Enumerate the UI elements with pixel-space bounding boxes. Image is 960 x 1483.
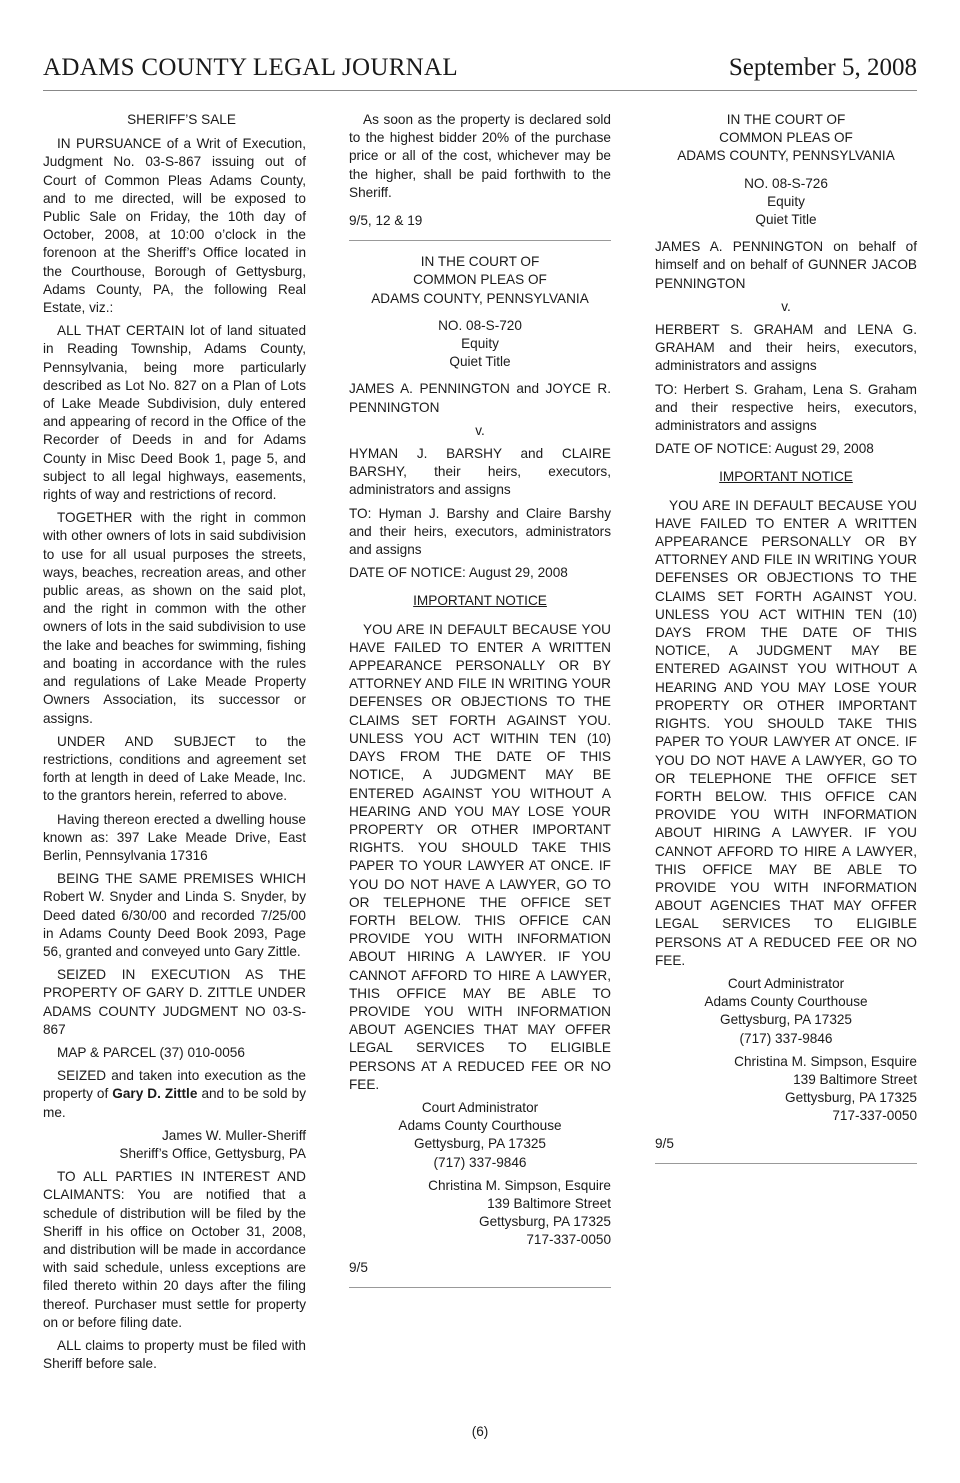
court-line-2: COMMON PLEAS OF (413, 272, 547, 288)
issue-date: September 5, 2008 (728, 54, 917, 81)
divider (349, 1287, 611, 1288)
defendant: HERBERT S. GRAHAM and LENA G. GRAHAM and their heirs, executors, administrators and assigns (655, 322, 917, 374)
deposit-paragraph: As soon as the property is declared sold to the highest bidder 20% of the purchase price or all of the cost, whichever may be the higher, shall be paid forthwith to the Sheriff. (349, 112, 611, 200)
claims-paragraph: ALL claims to property must be filed with Sheriff before sale. (43, 1338, 306, 1372)
journal-header (43, 50, 917, 91)
attorney-street: 139 Baltimore Street (793, 1071, 917, 1087)
being-same-paragraph: BEING THE SAME PREMISES WHICH Robert W. Snyder and Linda S. Snyder, by Deed dated 6/30/00 and recorded 7/25/00 in Adams County Deed Book 2093, Page 56, granted and conveyed unto Gary Zittle. (43, 871, 306, 959)
important-notice-title: IMPORTANT NOTICE (413, 593, 547, 609)
seized-taken-paragraph (43, 1067, 306, 1122)
to-parties: TO: Herbert S. Graham, Lena S. Graham and their respective heirs, executors, administrators and assigns (655, 381, 917, 434)
plaintiff: JAMES A. PENNINGTON and JOYCE R. PENNINGTON (349, 381, 611, 415)
sheriff-signature: James W. Muller-Sheriff (161, 1127, 306, 1143)
end-date: 9/5 (349, 1259, 368, 1275)
attorney-city: Gettysburg, PA 17325 (785, 1090, 917, 1106)
plaintiff: JAMES A. PENNINGTON on behalf of himself and on behalf of GUNNER JACOB PENNINGTON (655, 239, 917, 291)
end-date: 9/5 (655, 1135, 674, 1151)
admin-line-3: Gettysburg, PA 17325 (414, 1136, 546, 1152)
admin-line-1: Court Administrator (727, 975, 845, 991)
case-type-quiet-title: Quiet Title (755, 212, 817, 228)
important-notice-title: IMPORTANT NOTICE (719, 469, 853, 485)
writ-paragraph: IN PURSUANCE of a Writ of Execution, Judgment No. 03-S-867 issuing out of Court of Common Pleas Adams County, and to me directed, will be exposed to Public Sale on Friday, the 10th day of October, 2008, at 10:00 o’clock in the forenoon at the Sheriff’s Office located in the Courthouse, Borough of Gettysburg, Adams County, PA, the following Real Estate, viz.: (43, 136, 306, 316)
dwelling-paragraph: Having thereon erected a dwelling house known as: 397 Lake Meade Drive, East Berlin, Pennsylvania 17316 (43, 811, 306, 863)
seized-execution-paragraph: SEIZED IN EXECUTION AS THE PROPERTY OF GARY D. ZITTLE UNDER ADAMS COUNTY JUDGMENT NO 03-S-867 (43, 967, 306, 1037)
court-line-3: ADAMS COUNTY, PENNSYLVANIA (371, 290, 589, 306)
case-number: NO. 08-S-720 (438, 317, 522, 333)
attorney-name: Christina M. Simpson, Esquire (428, 1177, 611, 1193)
page-number: (6) (471, 1424, 489, 1439)
seized-text-pre: SEIZED and taken into execution as the property of (43, 1068, 306, 1102)
court-line-1: IN THE COURT OF (420, 254, 540, 270)
to-parties: TO: Hyman J. Barshy and Claire Barshy and their heirs, executors, administrators and assigns (349, 505, 611, 558)
important-notice-text: YOU ARE IN DEFAULT BECAUSE YOU HAVE FAILED TO ENTER A WRITTEN APPEARANCE PERSONALLY OR BY ATTORNEY AND FILE IN WRITING YOUR DEFENSES OR OBJECTIONS TO THE CLAIMS SET FORTH AGAINST YOU. UNLESS YOU ACT WITHIN TEN (10) DAYS FROM THE DATE OF THIS NOTICE, A JUDGMENT MAY BE ENTERED AGAINST YOU WITHOUT A HEARING AND YOU MAY LOSE YOUR PROPERTY OR OTHER IMPORTANT RIGHTS. YOU SHOULD TAKE THIS PAPER TO YOUR LAWYER AT ONCE. IF YOU DO NOT HAVE A LAWYER, GO TO OR TELEPHONE THE OFFICE SET FORTH BELOW. THIS OFFICE CAN PROVIDE YOU WITH INFORMATION ABOUT HIRING A LAWYER. IF YOU CANNOT AFFORD TO HIRE A LAWYER, THIS OFFICE MAY BE ABLE TO PROVIDE YOU WITH INFORMATION ABOUT AGENCIES THAT MAY OFFER LEGAL SERVICES TO ELIGIBLE PERSONS AT A REDUCED FEE OR NO FEE. (655, 497, 917, 968)
date-of-notice: DATE OF NOTICE: August 29, 2008 (349, 565, 568, 581)
admin-line-4: (717) 337-9846 (433, 1154, 527, 1170)
versus: v. (781, 298, 791, 314)
attorney-phone: 717-337-0050 (832, 1108, 917, 1124)
publication-dates: 9/5, 12 & 19 (349, 213, 423, 229)
owner-name: Gary D. Zittle (112, 1086, 198, 1102)
case-type-equity: Equity (767, 193, 805, 209)
divider (655, 1163, 917, 1164)
admin-line-1: Court Administrator (421, 1099, 539, 1115)
case-type-equity: Equity (461, 336, 499, 352)
journal-title: ADAMS COUNTY LEGAL JOURNAL (43, 54, 458, 81)
claimants-paragraph: TO ALL PARTIES IN INTEREST AND CLAIMANTS: You are notified that a schedule of distribution will be filed by the Sheriff in his office on October 31, 2008, and distribution will be made in accordance with said schedule, unless exceptions are filed thereto within 20 days after the filing thereof. Purchaser must settle for property on or before filing date. (43, 1169, 306, 1330)
important-notice-text: YOU ARE IN DEFAULT BECAUSE YOU HAVE FAILED TO ENTER A WRITTEN APPEARANCE PERSONALLY OR BY ATTORNEY AND FILE IN WRITING YOUR DEFENSES OR OBJECTIONS TO THE CLAIMS SET FORTH AGAINST YOU. UNLESS YOU ACT WITHIN TEN (10) DAYS FROM THE DATE OF THIS NOTICE, A JUDGMENT MAY BE ENTERED AGAINST YOU WITHOUT A HEARING AND YOU MAY LOSE YOUR PROPERTY OR OTHER IMPORTANT RIGHTS. YOU SHOULD TAKE THIS PAPER TO YOUR LAWYER AT ONCE. IF YOU DO NOT HAVE A LAWYER, GO TO OR TELEPHONE THE OFFICE SET FORTH BELOW. THIS OFFICE CAN PROVIDE YOU WITH INFORMATION ABOUT HIRING A LAWYER. IF YOU CANNOT AFFORD TO HIRE A LAWYER, THIS OFFICE MAY BE ABLE TO PROVIDE YOU WITH INFORMATION ABOUT AGENCIES THAT MAY OFFER LEGAL SERVICES TO ELIGIBLE PERSONS AT A REDUCED FEE OR NO FEE. (349, 621, 611, 1092)
divider (349, 240, 611, 241)
map-parcel-paragraph: MAP & PARCEL (37) 010-0056 (57, 1044, 245, 1060)
court-line-2: COMMON PLEAS OF (719, 130, 853, 146)
admin-line-2: Adams County Courthouse (398, 1118, 562, 1134)
attorney-street: 139 Baltimore Street (487, 1195, 611, 1211)
case-type-quiet-title: Quiet Title (449, 354, 511, 370)
column-sheriffs-sale (43, 111, 306, 1378)
column-notice-08-s-720 (349, 111, 611, 1300)
date-of-notice: DATE OF NOTICE: August 29, 2008 (655, 441, 874, 457)
case-number: NO. 08-S-726 (744, 175, 828, 191)
defendant: HYMAN J. BARSHY and CLAIRE BARSHY, their heirs, executors, administrators and assigns (349, 446, 611, 498)
together-paragraph: TOGETHER with the right in common with other owners of lots in said subdivision to use for all usual purposes the streets, ways, beaches, recreation areas, and other public areas, as shown on the said plot, and the right in common with the other owners of lots in the said subdivision to use the lake and beaches for swimming, fishing and boating in accordance with the rules and regulations of Lake Meade Property Owners Association, its successor or assigns. (43, 510, 306, 726)
attorney-name: Christina M. Simpson, Esquire (734, 1053, 917, 1069)
attorney-city: Gettysburg, PA 17325 (479, 1214, 611, 1230)
attorney-phone: 717-337-0050 (526, 1232, 611, 1248)
lot-description-paragraph: ALL THAT CERTAIN lot of land situated in Reading Township, Adams County, Pennsylvania, being more particularly described as Lot No. 827 on a Plan of Lots of Lake Meade Subdivision, duly entered and appearing of record in the Office of the Recorder of Deeds in and for Adams County in Misc Deed Book 1, page 5, and subject to all legal highways, easements, rights of way and restrictions of record. (43, 323, 306, 503)
admin-line-2: Adams County Courthouse (704, 994, 868, 1010)
seized-text-post: and to be sold by me. (43, 1086, 306, 1120)
sheriff-office: Sheriff’s Office, Gettysburg, PA (119, 1145, 306, 1161)
admin-line-3: Gettysburg, PA 17325 (720, 1012, 852, 1028)
sheriffs-sale-title: SHERIFF’S SALE (127, 112, 236, 127)
admin-line-4: (717) 337-9846 (739, 1030, 833, 1046)
court-line-1: IN THE COURT OF (726, 112, 846, 127)
versus: v. (475, 422, 485, 438)
court-line-3: ADAMS COUNTY, PENNSYLVANIA (677, 148, 895, 164)
under-subject-paragraph: UNDER AND SUBJECT to the restrictions, conditions and agreement set forth at length in deed of Lake Meade, Inc. to the grantors herein, referred to above. (43, 733, 306, 804)
column-notice-08-s-726 (655, 111, 917, 1176)
